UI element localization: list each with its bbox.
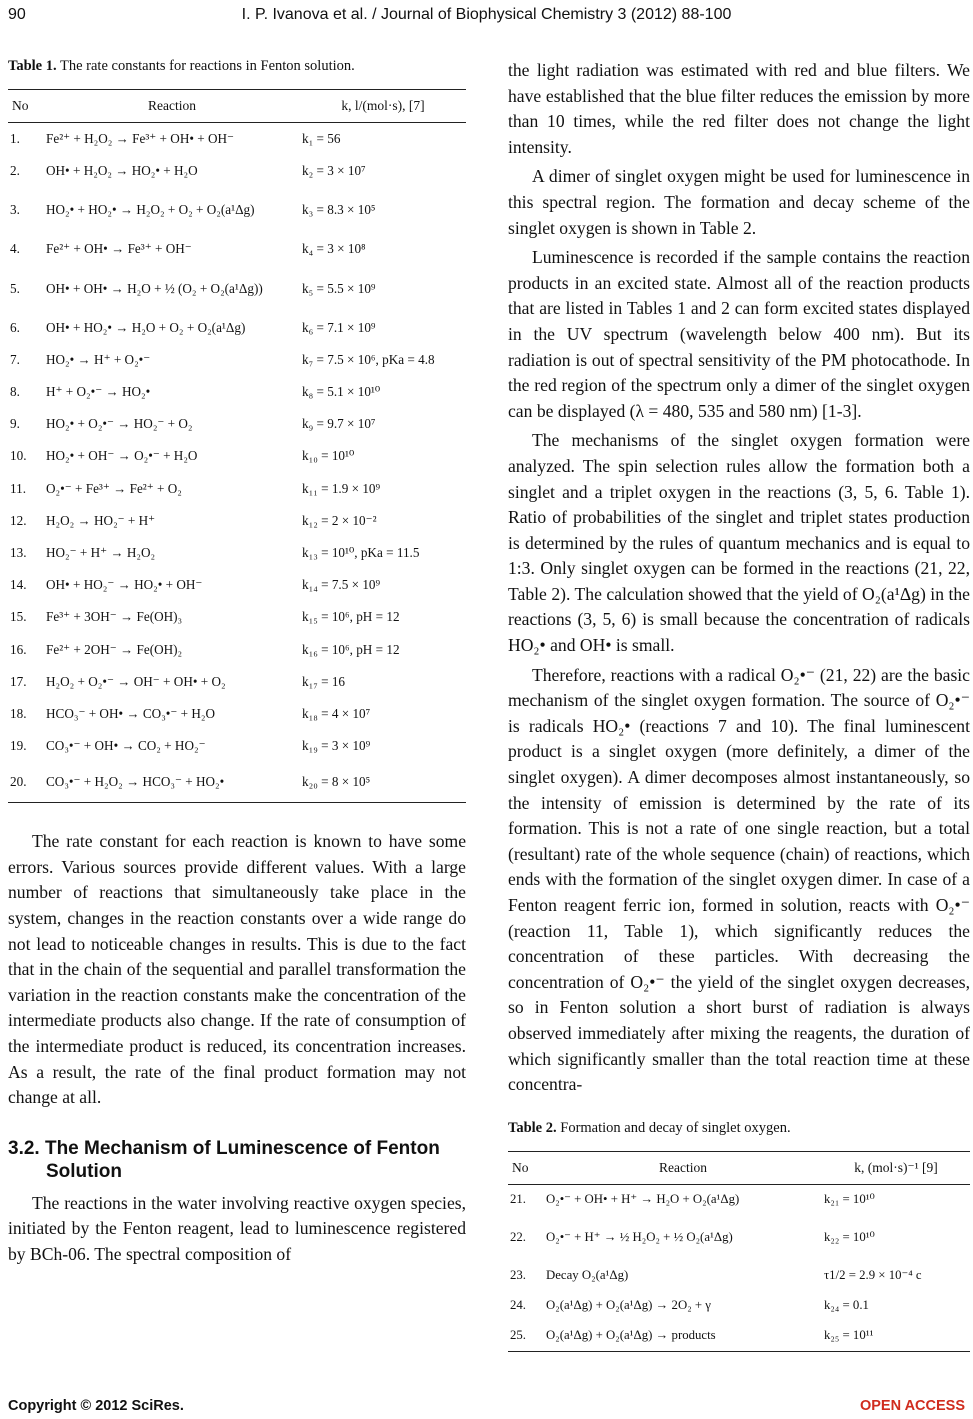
table1-row-k: k₁₄ = 7.5 × 10⁹: [302, 577, 381, 593]
table1-row-k: k₁ = 56: [302, 131, 341, 147]
table1-row-reaction: CO₃•⁻ + H₂O₂ → HCO₃⁻ + HO₂•: [44, 762, 300, 803]
table1-row-k: k₁₃ = 10¹⁰, pKa = 11.5: [302, 544, 420, 560]
table2-caption: [508, 1120, 970, 1137]
table1-row-reaction: OH• + H₂O₂ → HO₂• + H₂O: [46, 163, 198, 179]
table1-row-reaction: H⁺ + O₂•⁻ → HO₂•: [46, 384, 151, 400]
section-heading: 3.2. The Mechanism of Luminescence of Fenton Solution: [8, 1137, 440, 1182]
table2-row-no: 25.: [508, 1321, 544, 1352]
table1-row-reaction: H₂O₂ + O₂•⁻ → OH⁻ + OH• + O₂: [46, 673, 226, 689]
table1-row-no: 18.: [10, 705, 27, 721]
table1-row-reaction: CO₃•⁻ + OH• → CO₂ + HO₂⁻: [46, 738, 206, 754]
table1: [8, 89, 466, 803]
body-paragraph: the light radiation was estimated with red and blue filters. We have established that the blue filter reduces the emission by more than 10 times, while the red filter does not change the light intensity.: [508, 60, 970, 157]
table1-row-k: k₁₇ = 16: [302, 673, 346, 689]
table1-row-k: k₄ = 3 × 10⁸: [302, 241, 366, 257]
table1-row-no: 6.: [10, 319, 20, 335]
table1-row-k: k₂₀ = 8 × 10⁵: [300, 762, 466, 803]
table1-row-k: k₅ = 5.5 × 10⁹: [302, 280, 376, 296]
table2-row-reaction: O₂(a¹Δg) + O₂(a¹Δg) → 2O₂ + γ: [546, 1298, 711, 1313]
table1-row-no: 7.: [10, 351, 20, 367]
running-title: I. P. Ivanova et al. / Journal of Biophysical Chemistry 3 (2012) 88-100: [241, 6, 732, 23]
table2-row-k: k₂₁ = 10¹⁰: [824, 1192, 875, 1207]
table1-row-reaction: Fe²⁺ + OH• → Fe³⁺ + OH⁻: [46, 241, 192, 257]
table1-row-no: 1.: [10, 131, 20, 147]
table1-header-k: k, l/(mol·s), [7]: [300, 90, 466, 123]
table1-row-no: 15.: [10, 609, 27, 625]
table1-row-no: 5.: [10, 280, 20, 296]
table1-row-reaction: Fe²⁺ + 2OH⁻ → Fe(OH)₂: [46, 641, 183, 657]
copyright-notice: Copyright © 2012 SciRes.: [8, 1398, 184, 1414]
table2-row-reaction: O₂•⁻ + H⁺ → ½ H₂O₂ + ½ O₂(a¹Δg): [546, 1230, 733, 1245]
body-paragraph: The rate constant for each reaction is known to have some errors. Various sources provide different values. With a large number of reactions that simultaneously take place in the system, changes in the reaction constants over a wide range do not lead to noticeable changes in results. This is due to the fact that in the chain of the sequential and parallel transformation the variation in the reaction constants make the concentration of the intermediate products also change. If the rate of consumption of the intermediate product is reduced, its concentration increases. As a result, the rate of the final product formation may not change at all.: [8, 831, 466, 1108]
left-column: [8, 58, 466, 1268]
table1-row-k: k₁₆ = 10⁶, pH = 12: [302, 641, 400, 657]
table1-row-no: 2.: [10, 163, 20, 179]
table1-caption-label: Table 1.: [8, 58, 57, 74]
open-access-label: OPEN ACCESS: [859, 1398, 965, 1414]
table2-row-no: 24.: [510, 1298, 526, 1313]
table1-row-no: 8.: [10, 384, 20, 400]
table2-row-reaction: Decay O₂(a¹Δg): [546, 1268, 629, 1283]
table1-row-k: k₃ = 8.3 × 10⁵: [302, 202, 376, 218]
table2-row-no: 23.: [510, 1268, 526, 1283]
table1-row-no: 16.: [10, 641, 27, 657]
table1-row-k: k₉ = 9.7 × 10⁷: [302, 416, 376, 432]
table1-header-no: No: [8, 90, 44, 123]
table1-row-reaction: OH• + OH• → H₂O + ½ (O₂ + O₂(a¹Δg)): [46, 280, 263, 296]
table1-row-no: 11.: [10, 480, 26, 496]
table1-row-k: k₁₉ = 3 × 10⁹: [302, 738, 371, 754]
table1-row-no: 20.: [8, 762, 44, 803]
table1-row-k: k₁₅ = 10⁶, pH = 12: [302, 609, 400, 625]
table1-row-reaction: HO₂⁻ + H⁺ → H₂O₂: [46, 544, 156, 560]
table1-row-reaction: OH• + HO₂⁻ → HO₂• + OH⁻: [46, 577, 203, 593]
page-number: 90: [8, 6, 26, 23]
body-paragraph: A dimer of singlet oxygen might be used for luminescence in this spectral region. The formation and decay scheme of the singlet oxygen is shown in Table 2.: [508, 166, 970, 238]
table2-caption-label: Table 2.: [508, 1119, 557, 1136]
body-paragraph: The reactions in the water involving reactive oxygen species, initiated by the Fenton reagent, lead to luminescence registered by BCh-06. The spectral composition of: [8, 1192, 466, 1264]
table1-row-reaction: H₂O₂ → HO₂⁻ + H⁺: [46, 512, 156, 528]
table2-row-k: τ1/2 = 2.9 × 10⁻⁴ c: [824, 1268, 922, 1283]
body-paragraph: Luminescence is recorded if the sample contains the reaction products in an excited state. Almost all of the reaction products that are listed in Tables 1 and 2 can form excited states displayed in the UV spectrum (wavelength below 400 nm). But its radiation is out of spectral sensitivity of the PM photocathode. In the red region of the spectrum only a dimer of the singlet oxygen can be displayed (λ = 480, 535 and 580 nm) [1-3].: [508, 247, 970, 421]
table2-header-k: k, (mol·s)⁻¹ [9]: [822, 1151, 970, 1184]
table1-row-no: 13.: [10, 544, 27, 560]
table1-row-no: 4.: [10, 241, 20, 257]
table1-row-k: k₁₀ = 10¹⁰: [302, 448, 355, 464]
table1-row-no: 12.: [10, 512, 27, 528]
table2-row-no: 22.: [510, 1230, 526, 1245]
table2-row-k: k₂₂ = 10¹⁰: [824, 1230, 875, 1245]
table1-row-k: k₂ = 3 × 10⁷: [302, 163, 366, 179]
table1-row-reaction: HO₂• + HO₂• → H₂O₂ + O₂ + O₂(a¹Δg): [46, 202, 255, 218]
table2-row-reaction: O₂•⁻ + OH• + H⁺ → H₂O + O₂(a¹Δg): [546, 1192, 740, 1207]
table1-row-reaction: Fe²⁺ + H₂O₂ → Fe³⁺ + OH• + OH⁻: [46, 131, 234, 147]
table2-row-reaction: O₂(a¹Δg) + O₂(a¹Δg) → products: [544, 1321, 822, 1352]
table1-row-no: 17.: [10, 673, 27, 689]
table1-row-reaction: Fe³⁺ + 3OH⁻ → Fe(OH)₃: [46, 609, 183, 625]
table2-header-reaction: Reaction: [544, 1151, 822, 1184]
table1-row-no: 10.: [10, 448, 27, 464]
table2-row-k: k₂₄ = 0.1: [824, 1298, 869, 1313]
table1-row-reaction: OH• + HO₂• → H₂O + O₂ + O₂(a¹Δg): [46, 319, 246, 335]
right-column: [508, 58, 970, 1352]
table1-row-no: 9.: [10, 416, 20, 432]
table2-row-no: 21.: [510, 1192, 526, 1207]
table1-caption-text: The rate constants for reactions in Fenton solution.: [60, 58, 355, 74]
table1-row-reaction: O₂•⁻ + Fe³⁺ → Fe²⁺ + O₂: [46, 480, 182, 496]
table2-header-no: No: [508, 1151, 544, 1184]
table1-row-k: k₁₁ = 1.9 × 10⁹: [302, 480, 381, 496]
table1-row-k: k₁₂ = 2 × 10⁻²: [302, 512, 377, 528]
table2-row-k: k₂₅ = 10¹¹: [822, 1321, 970, 1352]
table1-header-reaction: Reaction: [44, 90, 300, 123]
table1-row-k: k₈ = 5.1 × 10¹⁰: [302, 384, 381, 400]
table1-row-reaction: HO₂• + OH⁻ → O₂•⁻ + H₂O: [46, 448, 198, 464]
table1-row-reaction: HO₂• → H⁺ + O₂•⁻: [46, 351, 151, 367]
table1-row-no: 14.: [10, 577, 27, 593]
table1-row-k: k₆ = 7.1 × 10⁹: [302, 319, 376, 335]
table1-caption: [8, 58, 466, 75]
table2: [508, 1151, 970, 1352]
table1-row-reaction: HCO₃⁻ + OH• → CO₃•⁻ + H₂O: [46, 705, 216, 721]
body-paragraph: Therefore, reactions with a radical O₂•⁻ (21, 22) are the basic mechanism of the singlet oxygen formation. The source of O₂•⁻ is radicals HO₂• (reactions 7 and 10). The final luminescent product is a singlet oxygen (more definitely, a dimer of the singlet oxygen). A dimer decomposes almost instantaneously, so the intensity of emission is determined by the rate of its formation. This is not a rate of one single reaction, but a total (resultant) rate of the whole sequence (chain) of reactions, which ends with the formation of the singlet oxygen dimer. In case of a Fenton reagent ferric ion, formed in solution, reacts with O₂•⁻ (reaction 11, Table 1), which significantly reduces the concentration of these particles. With decreasing the concentration of O₂•⁻ the yield of the singlet oxygen decreases, so in Fenton solution a short burst of radiation is always observed immediately after mixing the reagents, the duration of which significantly smaller than the total reaction time at these concentra-: [508, 664, 970, 1095]
table1-row-k: k₇ = 7.5 × 10⁶, pKa = 4.8: [302, 351, 435, 367]
table1-row-no: 19.: [10, 738, 27, 754]
table1-row-no: 3.: [10, 202, 20, 218]
table1-row-k: k₁₈ = 4 × 10⁷: [302, 705, 371, 721]
table1-row-reaction: HO₂• + O₂•⁻ → HO₂⁻ + O₂: [46, 416, 193, 432]
table2-caption-text: Formation and decay of singlet oxygen.: [560, 1119, 791, 1136]
body-paragraph: The mechanisms of the singlet oxygen formation were analyzed. The spin selection rules allow the formation both a singlet and a triplet oxygen in the reactions (3, 5, 6. Table 1). Ratio of probabilities of the singlet and triplet states production is determined by the rules of quantum mechanics and is equal to 1:3. Only singlet oxygen can be formed in the reactions (21, 22, Table 2). The calculation showed that the yield of O₂(a¹Δg) in the reactions (3, 5, 6) is small because the concentration of radicals HO₂• and OH• is small.: [508, 430, 970, 656]
